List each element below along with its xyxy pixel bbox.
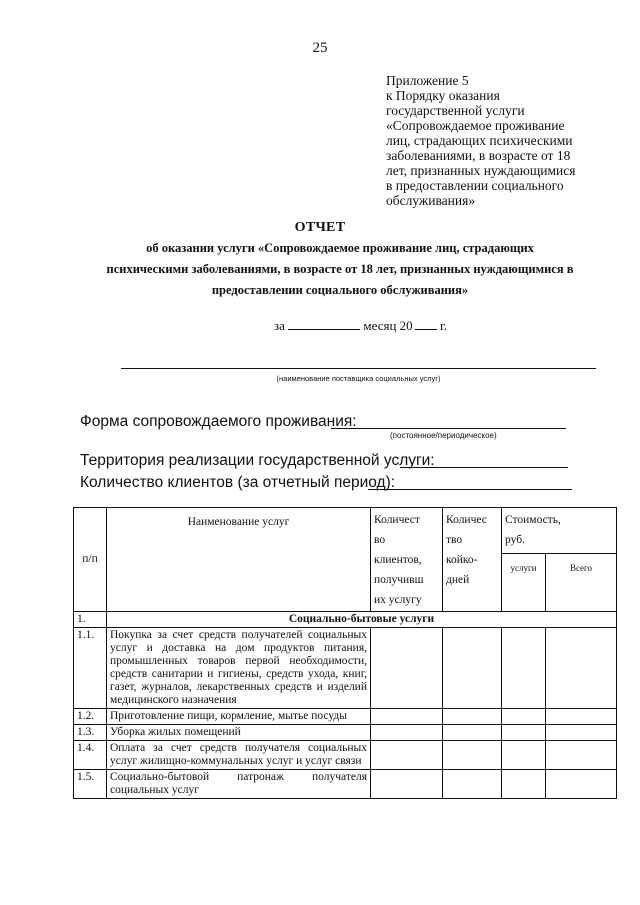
row-cost-service-cell[interactable] [502, 770, 546, 799]
table-row [74, 725, 617, 741]
row-cost-service-cell[interactable] [502, 709, 546, 725]
header-clients-line: во [374, 534, 386, 546]
appendix-line: лет, признанных нуждающимися [386, 163, 576, 178]
provider-name-line[interactable] [121, 368, 596, 369]
header-clients-line: их услугу [374, 594, 422, 606]
row-clients-cell[interactable] [371, 725, 443, 741]
row-number: 1.2. [74, 709, 107, 725]
table-row [74, 709, 617, 725]
header-cost-line: руб. [505, 534, 525, 546]
form-type-caption: (постоянное/периодическое) [390, 431, 497, 440]
header-bed-days [443, 508, 502, 612]
header-cost-total: Всего [546, 554, 617, 612]
header-cost-per-service: услуги [502, 554, 546, 612]
row-number: 1.3. [74, 725, 107, 741]
row-bed-days-cell[interactable] [443, 770, 502, 799]
territory-line[interactable] [400, 467, 568, 468]
row-bed-days-cell[interactable] [443, 628, 502, 709]
header-cost [502, 508, 617, 554]
row-cost-service-cell[interactable] [502, 725, 546, 741]
section-row [74, 612, 617, 628]
row-bed-days-cell[interactable] [443, 741, 502, 770]
header-clients [371, 508, 443, 612]
form-type-label: Форма сопровождаемого проживания: [80, 413, 357, 430]
appendix-line: государственной услуги [386, 103, 525, 118]
appendix-line: в предоставлении социального [386, 178, 564, 193]
row-service-name: Приготовление пищи, кормление, мытье посуды [107, 709, 371, 725]
header-bed-days-line: тво [446, 534, 463, 546]
row-cost-total-cell[interactable] [546, 709, 617, 725]
table-header-row [74, 508, 617, 554]
row-cost-service-cell[interactable] [502, 741, 546, 770]
services-table [73, 507, 617, 799]
row-clients-cell[interactable] [371, 741, 443, 770]
appendix-block [386, 73, 631, 208]
period-for-label: за [274, 318, 285, 333]
row-cost-total-cell[interactable] [546, 628, 617, 709]
clients-count-line[interactable] [368, 489, 572, 490]
provider-caption: (наименование поставщика социальных услуг) [276, 374, 441, 383]
row-clients-cell[interactable] [371, 709, 443, 725]
row-number: 1.4. [74, 741, 107, 770]
header-clients-line: Количест [374, 514, 420, 526]
row-number: 1.5. [74, 770, 107, 799]
row-cost-service-cell[interactable] [502, 628, 546, 709]
report-period [274, 318, 447, 334]
month-blank[interactable] [288, 318, 360, 330]
section-title: Социально-бытовые услуги [107, 612, 617, 628]
row-number: 1.1. [74, 628, 107, 709]
header-np: п/п [74, 508, 107, 612]
row-service-name: Покупка за счет средств получателей социальных услуг и доставка на дом продуктов питания, промышленных товаров первой необходимости, средств санитарии и гигиены, средств ухода, книг, газет, журналов, лекарственных средств и изделий медицинского назначения [107, 628, 371, 709]
row-bed-days-cell[interactable] [443, 709, 502, 725]
report-subtitle-line: психическими заболеваниями, в возрасте от 18 лет, признанных нуждающимися в [106, 262, 574, 276]
appendix-line: «Сопровождаемое проживание [386, 118, 565, 133]
report-subtitle [50, 238, 630, 301]
header-clients-line: получивш [374, 574, 424, 586]
form-type-line[interactable] [331, 428, 566, 429]
header-service-name: Наименование услуг [107, 508, 371, 612]
period-year-suffix: г. [439, 318, 448, 333]
row-clients-cell[interactable] [371, 770, 443, 799]
table-row [74, 628, 617, 709]
report-title: ОТЧЕТ [294, 220, 346, 235]
row-service-name: Уборка жилых помещений [107, 725, 371, 741]
header-cost-line: Стоимость, [505, 514, 561, 526]
report-subtitle-line: об оказании услуги «Сопровождаемое проживание лиц, страдающих [146, 241, 534, 255]
section-number: 1. [74, 612, 107, 628]
row-cost-total-cell[interactable] [546, 725, 617, 741]
page-number: 25 [312, 40, 328, 56]
row-cost-total-cell[interactable] [546, 770, 617, 799]
row-bed-days-cell[interactable] [443, 725, 502, 741]
year-blank[interactable] [415, 318, 437, 330]
row-clients-cell[interactable] [371, 628, 443, 709]
clients-count-label: Количество клиентов (за отчетный период): [80, 474, 396, 491]
table-row [74, 741, 617, 770]
header-bed-days-line: дней [446, 574, 470, 586]
row-service-name: Оплата за счет средств получателя социальных услуг жилищно-коммунальных услуг и услуг связи [107, 741, 371, 770]
row-service-name: Социально-бытовой патронаж получателя социальных услуг [107, 770, 371, 799]
report-subtitle-line: предоставлении социального обслуживания» [211, 283, 469, 297]
appendix-line: обслуживания» [386, 193, 476, 208]
header-bed-days-line: койко- [446, 554, 478, 566]
appendix-line: лиц, страдающих психическими [386, 133, 573, 148]
appendix-line: к Порядку оказания [386, 88, 500, 103]
appendix-line: заболеваниями, в возрасте от 18 [386, 148, 571, 163]
row-cost-total-cell[interactable] [546, 741, 617, 770]
period-month-label: месяц 20 [363, 318, 413, 333]
appendix-line: Приложение 5 [386, 73, 469, 88]
header-bed-days-line: Количес [446, 514, 487, 526]
header-clients-line: клиентов, [374, 554, 422, 566]
table-row [74, 770, 617, 799]
territory-label: Территория реализации государственной услуги: [80, 452, 435, 469]
